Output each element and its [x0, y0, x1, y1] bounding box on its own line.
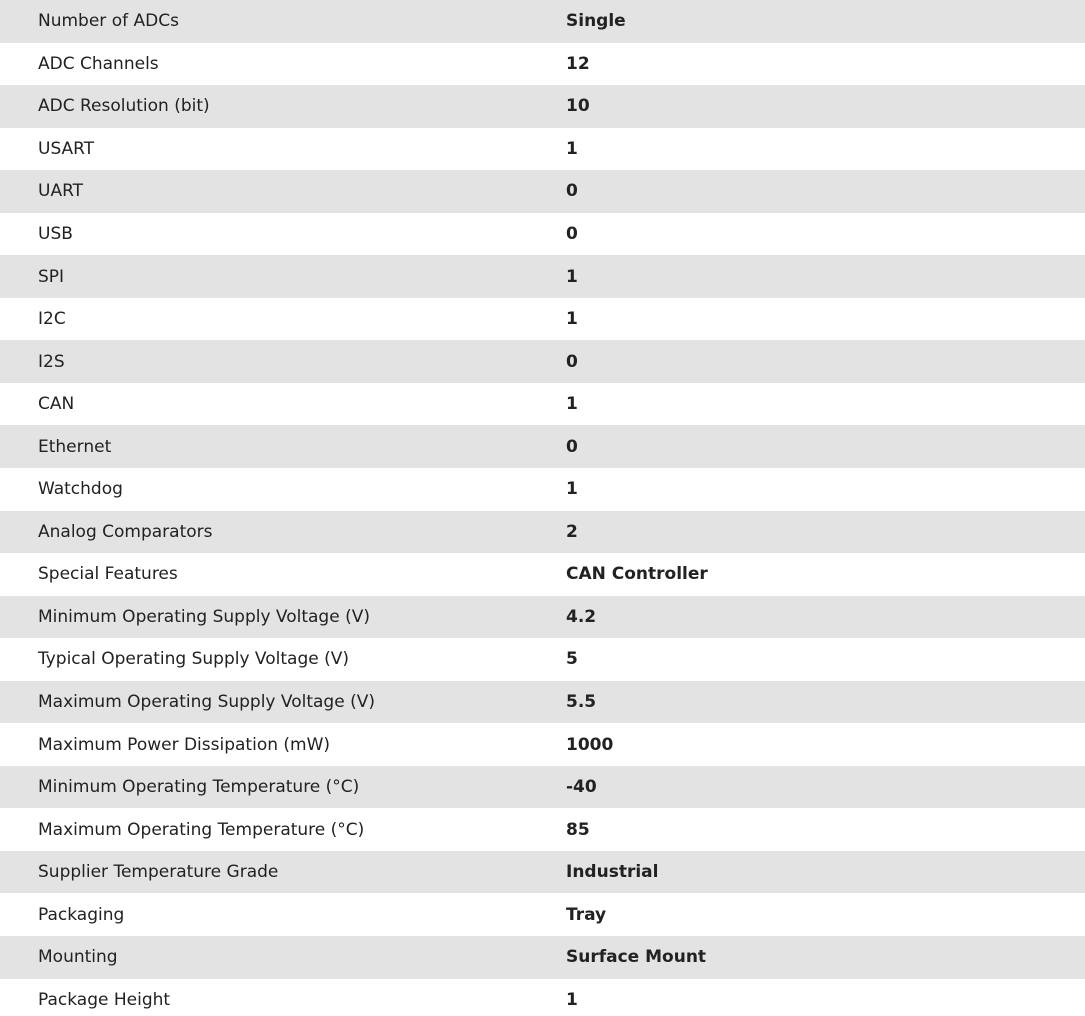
- spec-label: Number of ADCs: [38, 11, 179, 32]
- spec-value: 12: [566, 53, 590, 74]
- spec-row: [0, 808, 1085, 851]
- spec-label: I2S: [38, 351, 65, 372]
- spec-row: [0, 766, 1085, 809]
- spec-label: Mounting: [38, 947, 118, 968]
- spec-label: Minimum Operating Supply Voltage (V): [38, 606, 370, 627]
- spec-value: 0: [566, 181, 578, 202]
- spec-row: [0, 170, 1085, 213]
- spec-label: Ethernet: [38, 436, 112, 457]
- spec-row: [0, 511, 1085, 554]
- spec-label: USART: [38, 138, 95, 159]
- spec-row: [0, 298, 1085, 341]
- spec-label: Watchdog: [38, 479, 123, 500]
- spec-value: CAN Controller: [566, 564, 708, 585]
- spec-value: 1: [566, 266, 578, 287]
- spec-value: 1: [566, 479, 578, 500]
- spec-label: I2C: [38, 309, 66, 330]
- spec-value: 2: [566, 521, 578, 542]
- spec-value: 0: [566, 351, 578, 372]
- spec-row: [0, 213, 1085, 256]
- spec-row: [0, 255, 1085, 298]
- spec-row: [0, 638, 1085, 681]
- spec-value: 0: [566, 436, 578, 457]
- spec-value: 1000: [566, 734, 614, 755]
- spec-value: -40: [566, 777, 597, 798]
- spec-value: 4.2: [566, 606, 597, 627]
- spec-row: [0, 468, 1085, 511]
- spec-value: 1: [566, 989, 578, 1010]
- spec-label: Maximum Power Dissipation (mW): [38, 734, 331, 755]
- spec-value: 1: [566, 138, 578, 159]
- spec-value: 5: [566, 649, 578, 670]
- spec-value: 1: [566, 394, 578, 415]
- spec-value: 10: [566, 96, 590, 117]
- spec-row: [0, 85, 1085, 128]
- spec-row: [0, 893, 1085, 936]
- spec-label: Packaging: [38, 904, 125, 925]
- spec-value: Single: [566, 11, 626, 32]
- spec-row: [0, 383, 1085, 426]
- spec-row: [0, 340, 1085, 383]
- spec-row: [0, 936, 1085, 979]
- spec-value: 1: [566, 309, 578, 330]
- spec-row: [0, 723, 1085, 766]
- spec-label: Maximum Operating Supply Voltage (V): [38, 692, 375, 713]
- spec-row: [0, 979, 1085, 1016]
- spec-row: [0, 425, 1085, 468]
- spec-label: USB: [38, 224, 73, 244]
- spec-value: 85: [566, 819, 590, 840]
- spec-label: Supplier Temperature Grade: [38, 862, 279, 883]
- spec-label: Typical Operating Supply Voltage (V): [38, 649, 349, 670]
- spec-row: [0, 596, 1085, 639]
- spec-label: SPI: [38, 266, 65, 287]
- spec-value: Industrial: [566, 862, 659, 883]
- spec-row: [0, 553, 1085, 596]
- spec-value: 0: [566, 224, 578, 244]
- spec-label: Maximum Operating Temperature (°C): [38, 819, 365, 840]
- spec-value: 5.5: [566, 692, 597, 713]
- spec-label: Package Height: [38, 989, 171, 1010]
- spec-label: CAN: [38, 394, 75, 415]
- spec-label: ADC Channels: [38, 53, 159, 74]
- spec-value: Surface Mount: [566, 947, 707, 968]
- spec-row: [0, 681, 1085, 724]
- spec-label: ADC Resolution (bit): [38, 96, 210, 117]
- spec-row: [0, 128, 1085, 171]
- spec-label: Special Features: [38, 564, 178, 585]
- spec-row: [0, 0, 1085, 43]
- spec-label: Minimum Operating Temperature (°C): [38, 777, 360, 798]
- spec-row: [0, 851, 1085, 894]
- spec-value: Tray: [566, 904, 607, 925]
- spec-row: [0, 43, 1085, 86]
- spec-label: UART: [38, 181, 84, 202]
- spec-label: Analog Comparators: [38, 521, 213, 542]
